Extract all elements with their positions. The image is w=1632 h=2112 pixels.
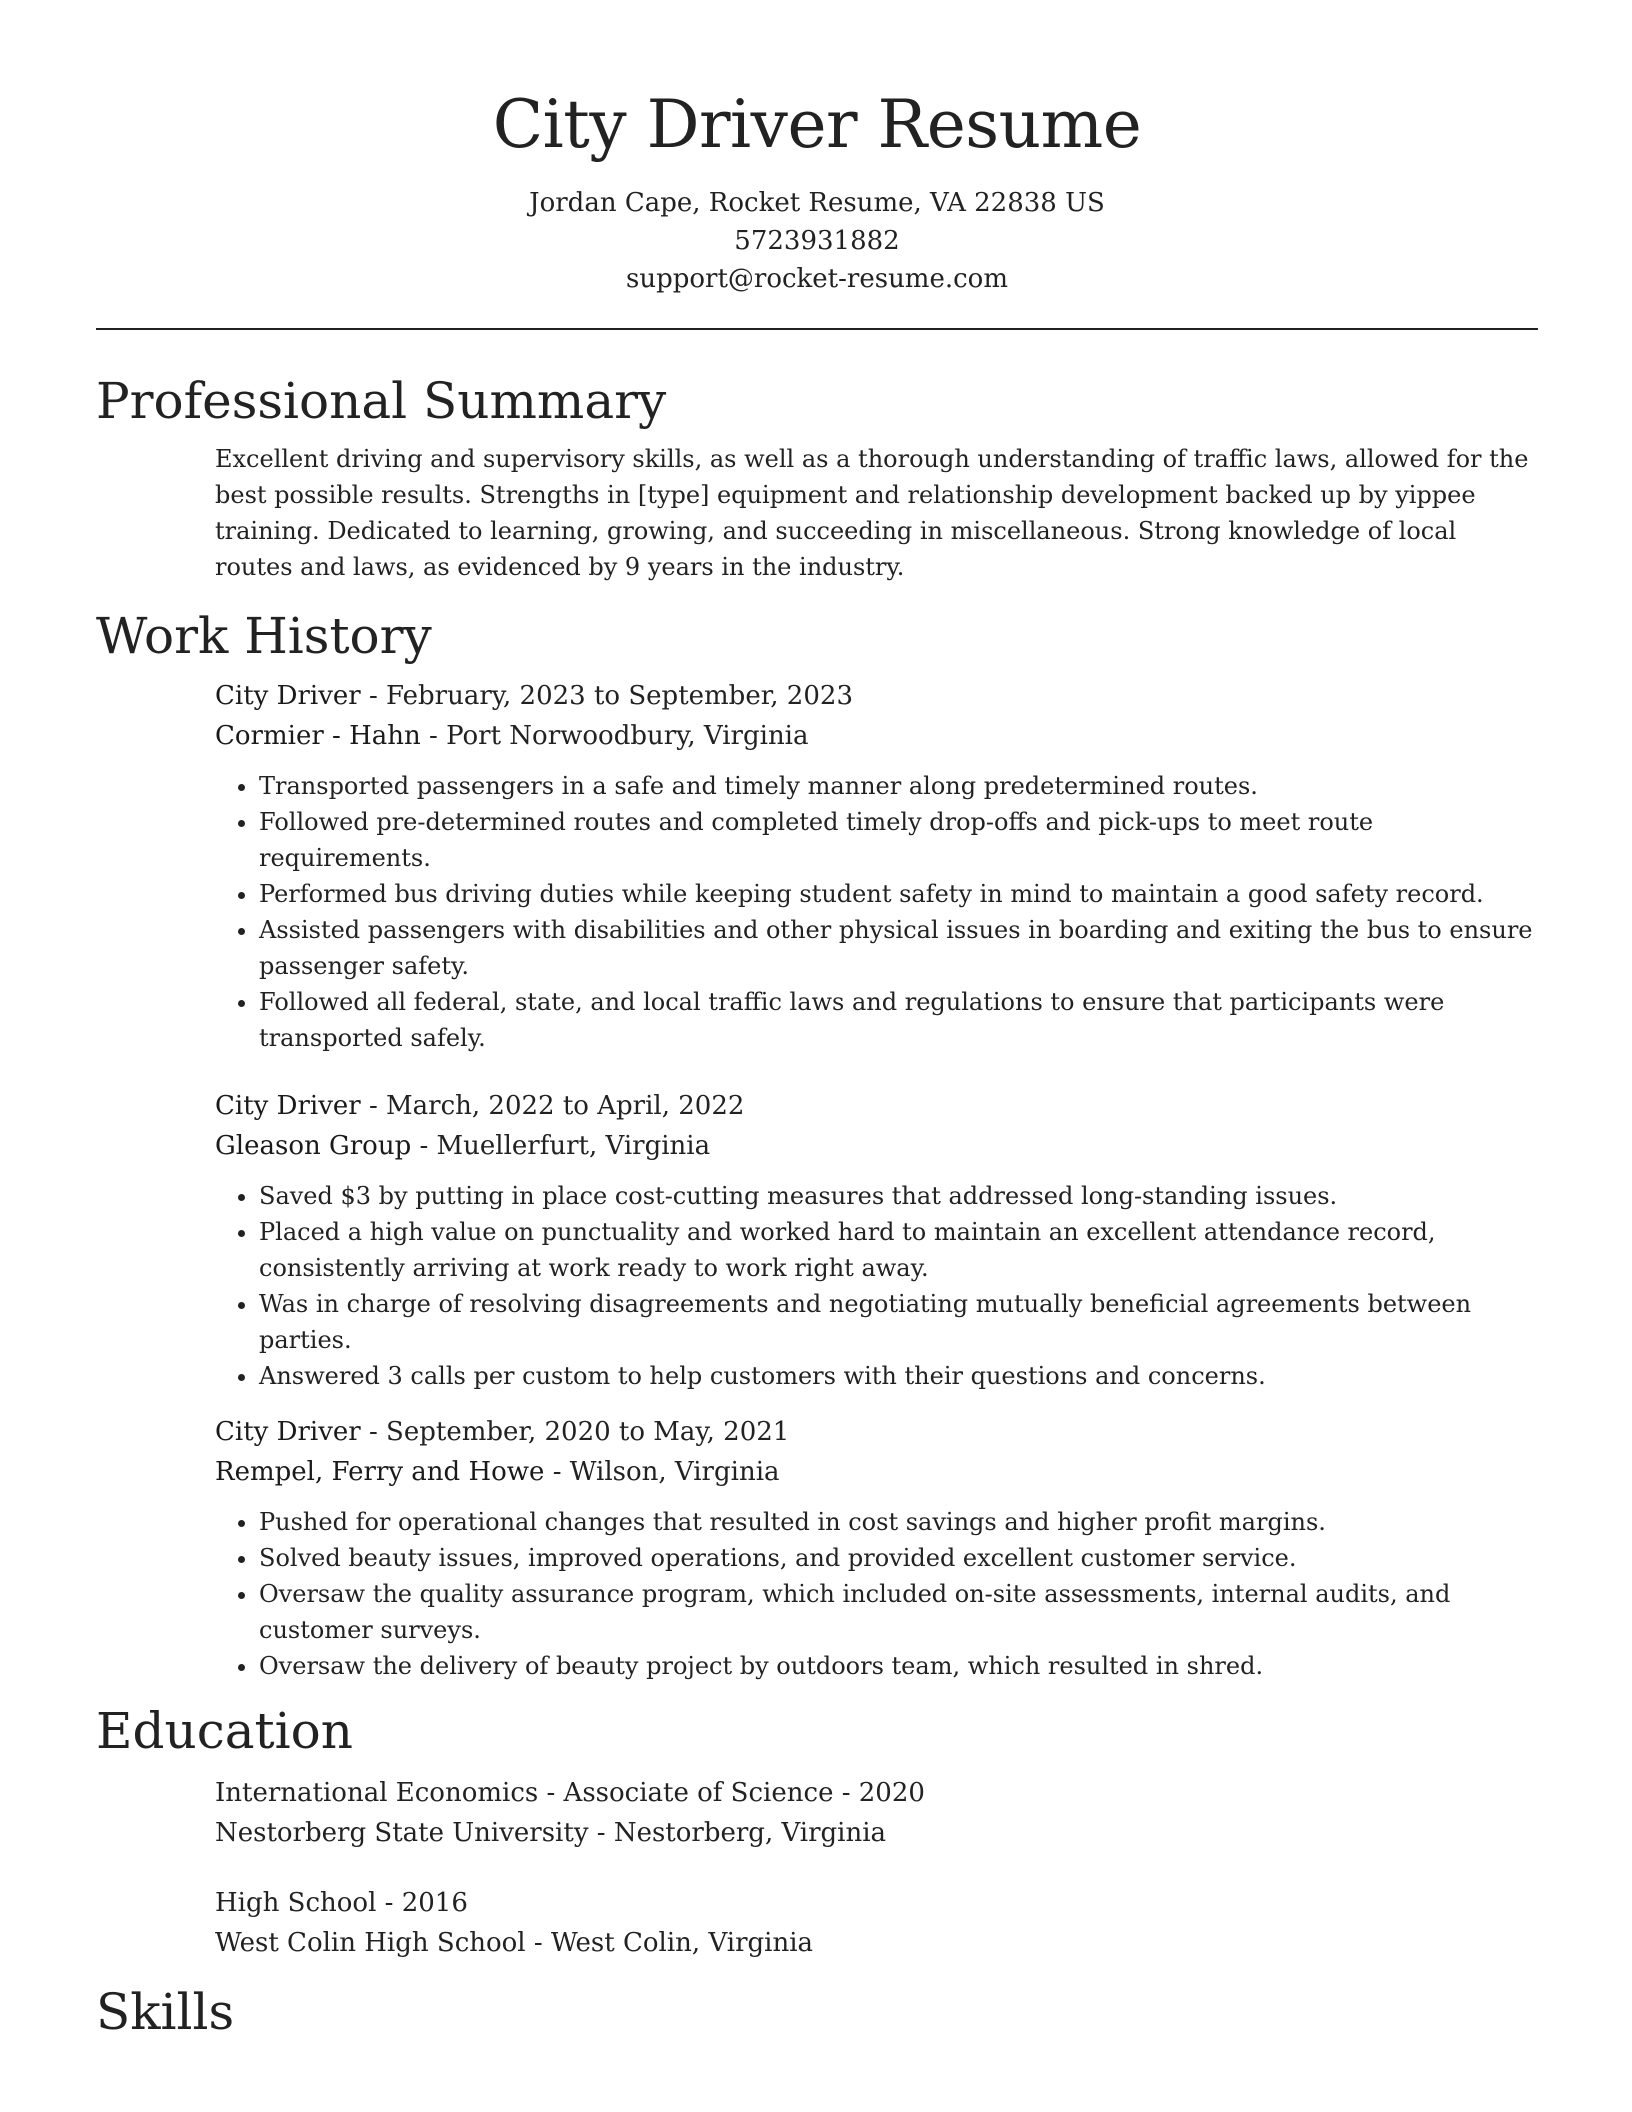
summary-section	[96, 374, 1538, 585]
duty-item: • Followed pre-determined routes and completed timely drop-offs and pick-ups to meet route requirements.	[259, 804, 1538, 876]
education-degree-line	[215, 1773, 1538, 1813]
education-entry	[215, 1773, 1538, 1853]
job-entry	[215, 1086, 1538, 1394]
summary-heading: Professional Summary	[96, 372, 667, 430]
education-year: - 2016	[376, 1888, 468, 1918]
duty-item: • Answered 3 calls per custom to help customers with their questions and concerns.	[259, 1358, 1538, 1394]
work-heading: Work History	[96, 607, 432, 665]
education-degree-line	[215, 1883, 1538, 1923]
job-company: Cormier - Hahn	[215, 721, 421, 751]
education-location: - Nestorberg, Virginia	[588, 1818, 887, 1848]
duty-item: • Followed all federal, state, and local traffic laws and regulations to ensure that participants were transported safely.	[259, 984, 1538, 1056]
job-duties-list	[215, 1504, 1538, 1684]
education-school-line	[215, 1813, 1538, 1853]
job-title: City Driver	[215, 1091, 361, 1121]
job-entry	[215, 676, 1538, 1056]
education-degree: International Economics - Associate of Science	[215, 1778, 834, 1808]
duty-item: • Performed bus driving duties while keeping student safety in mind to maintain a good safety record.	[259, 876, 1538, 912]
skills-heading: Skills	[96, 1983, 235, 2041]
education-school: West Colin High School	[215, 1928, 526, 1958]
education-entry	[215, 1883, 1538, 1963]
job-company-line	[215, 716, 1538, 756]
job-dates: - September, 2020 to May, 2021	[360, 1417, 790, 1447]
contact-address: Jordan Cape, Rocket Resume, VA 22838 US	[529, 188, 1105, 218]
skills-section	[96, 1985, 1538, 2040]
education-school-line	[215, 1923, 1538, 1963]
job-company-line	[215, 1126, 1538, 1166]
header-divider	[96, 328, 1538, 330]
education-year: - 2020	[833, 1778, 925, 1808]
job-company: Rempel, Ferry and Howe	[215, 1457, 545, 1487]
duty-item: • Oversaw the delivery of beauty project by outdoors team, which resulted in shred.	[259, 1648, 1538, 1684]
contact-phone: 5723931882	[734, 226, 900, 256]
job-title-line	[215, 1412, 1538, 1452]
job-title: City Driver	[215, 1417, 361, 1447]
job-title: City Driver	[215, 681, 361, 711]
job-location: - Muellerfurt, Virginia	[411, 1131, 711, 1161]
education-location: - West Colin, Virginia	[525, 1928, 814, 1958]
resume-header	[96, 86, 1538, 298]
duty-item: • Transported passengers in a safe and timely manner along predetermined routes.	[259, 768, 1538, 804]
duty-item: • Was in charge of resolving disagreements and negotiating mutually beneficial agreements between parties.	[259, 1286, 1538, 1358]
contact-email: support@rocket-resume.com	[625, 264, 1008, 294]
duty-item: • Pushed for operational changes that resulted in cost savings and higher profit margins.	[259, 1504, 1538, 1540]
contact-info	[96, 184, 1538, 298]
job-company-line	[215, 1452, 1538, 1492]
duty-item: • Assisted passengers with disabilities and other physical issues in boarding and exiting the bus to ensure passenger safety.	[259, 912, 1538, 984]
duty-item: • Saved $3 by putting in place cost-cutting measures that addressed long-standing issues.	[259, 1178, 1538, 1214]
summary-text: Excellent driving and supervisory skills, as well as a thorough understanding of traffic laws, allowed for the best possible results. Strengths in [type] equipment and relationship development backed up by yippee training. Dedicated to learning, growing, and succeeding in miscellaneous. Strong knowledge of local routes and laws, as evidenced by 9 years in the industry.	[215, 445, 1529, 581]
job-location: - Wilson, Virginia	[544, 1457, 780, 1487]
work-section	[96, 609, 1538, 1684]
job-title-line	[215, 676, 1538, 716]
education-school: Nestorberg State University	[215, 1818, 589, 1848]
job-location: - Port Norwoodbury, Virginia	[420, 721, 809, 751]
duty-item: • Solved beauty issues, improved operations, and provided excellent customer service.	[259, 1540, 1538, 1576]
job-duties-list	[215, 1178, 1538, 1394]
duty-item: • Oversaw the quality assurance program, which included on-site assessments, internal audits, and customer surveys.	[259, 1576, 1538, 1648]
education-degree: High School	[215, 1888, 377, 1918]
education-section	[96, 1704, 1538, 1963]
job-company: Gleason Group	[215, 1131, 412, 1161]
job-entry	[215, 1412, 1538, 1684]
job-dates: - February, 2023 to September, 2023	[360, 681, 853, 711]
education-heading: Education	[96, 1702, 353, 1760]
resume-page	[96, 0, 1538, 2040]
job-dates: - March, 2022 to April, 2022	[360, 1091, 745, 1121]
resume-title: City Driver Resume	[492, 86, 1142, 163]
duty-item: • Placed a high value on punctuality and worked hard to maintain an excellent attendance record, consistently arriving at work ready to work right away.	[259, 1214, 1538, 1286]
job-title-line	[215, 1086, 1538, 1126]
job-duties-list	[215, 768, 1538, 1056]
